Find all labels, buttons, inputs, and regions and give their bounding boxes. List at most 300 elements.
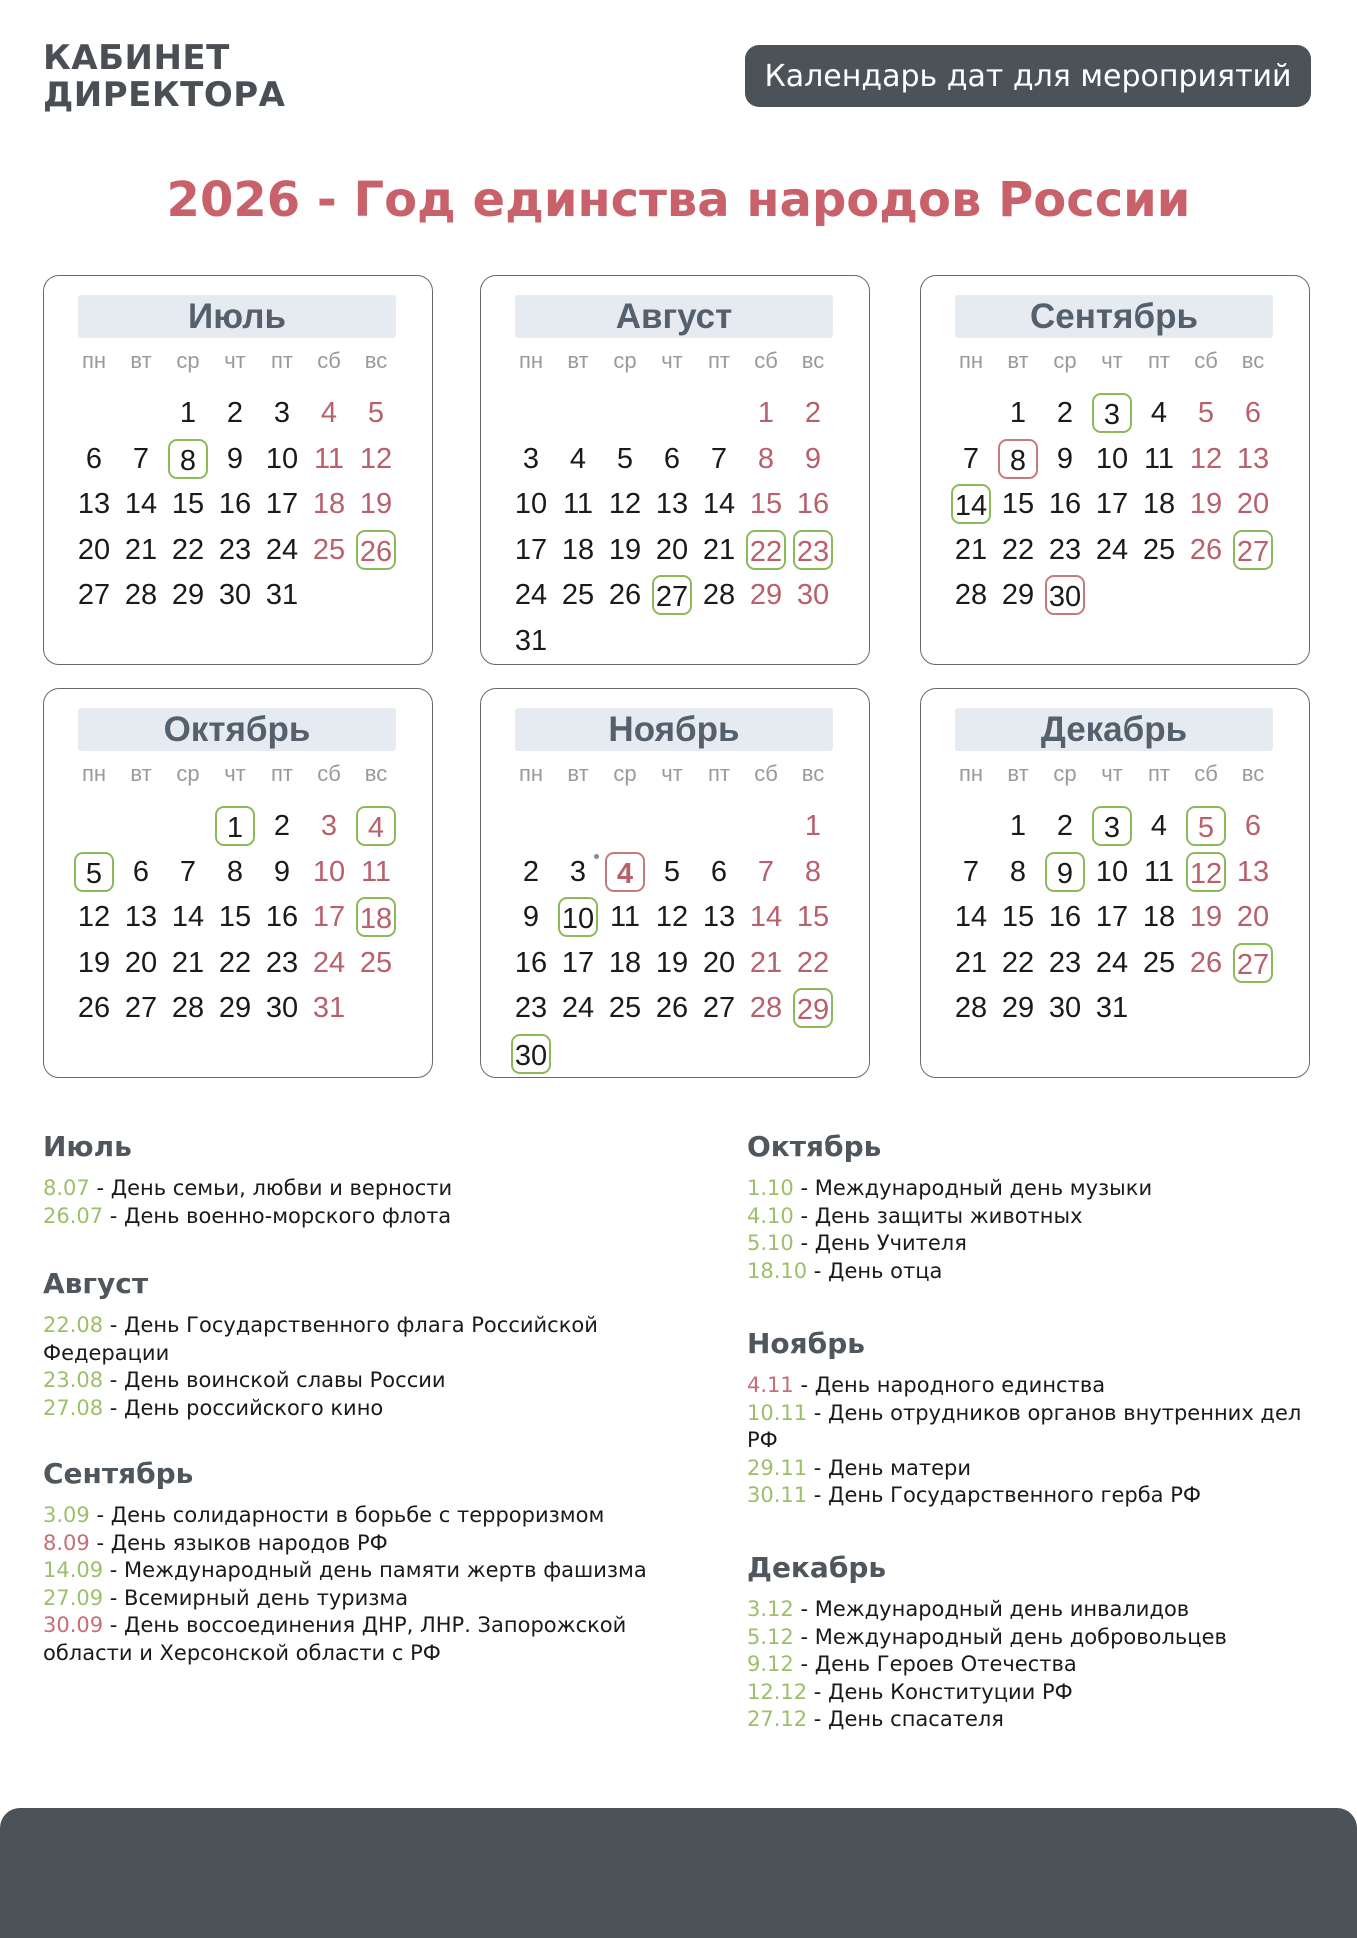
calendar-day: 2: [804, 397, 822, 429]
event-text: - День военно-морского флота: [103, 1203, 452, 1228]
calendar-day: 30: [1048, 992, 1082, 1024]
events-month-title: Сентябрь: [43, 1457, 194, 1490]
calendar-day: 4: [1150, 810, 1168, 842]
calendar-day: 14: [954, 901, 988, 933]
event-text: - День российского кино: [103, 1395, 384, 1420]
footer-bar: [0, 1808, 1357, 1938]
calendar-day: 5: [616, 442, 634, 475]
month-name: Июль: [78, 295, 396, 338]
calendar-day: 8: [998, 439, 1038, 479]
event-item: [43, 1367, 683, 1395]
weekday-label: сб: [317, 348, 341, 373]
event-text: - День Конституции РФ: [807, 1679, 1073, 1704]
calendar-day: 30: [511, 1034, 551, 1074]
event-text: - Международный день музыки: [793, 1176, 1153, 1200]
events-month-title: Июль: [43, 1130, 132, 1163]
calendar-day: 26: [655, 992, 689, 1024]
event-text: - День защиты животных: [793, 1203, 1083, 1228]
calendar-day: 4: [1150, 397, 1168, 429]
calendar-day: 2: [1056, 810, 1074, 842]
event-text: - День семьи, любви и верности: [89, 1176, 453, 1200]
calendar-day: 11: [1143, 855, 1175, 888]
calendar-day: 10: [1095, 855, 1129, 888]
event-date: 29.11: [747, 1455, 808, 1480]
weekday-label: вт: [1007, 348, 1029, 373]
calendar-day: 1: [804, 810, 822, 842]
event-item: [43, 1502, 683, 1530]
weekday-label: сб: [754, 761, 778, 786]
event-text: - День отрудников органов внутренних дел РФ: [747, 1400, 1302, 1452]
calendar-day: 19: [77, 946, 111, 979]
event-date: 5.10: [747, 1231, 794, 1255]
logo: [43, 40, 286, 114]
event-date: 5.12: [747, 1624, 794, 1649]
calendar-day: 24: [312, 946, 346, 979]
event-text: - День Героев Отечества: [793, 1652, 1077, 1676]
weekday-label: пт: [1148, 761, 1170, 786]
events-month-title: Декабрь: [747, 1551, 887, 1584]
weekday-label: вс: [1241, 348, 1265, 373]
calendar-day: 13: [655, 488, 689, 520]
calendar-day: 7: [962, 855, 980, 888]
calendar-day: 15: [171, 488, 205, 520]
event-date: 30.11: [747, 1483, 808, 1507]
event-date: 10.11: [747, 1400, 808, 1425]
event-item: [747, 1596, 1307, 1624]
calendar-day: 27: [652, 575, 692, 615]
calendar-day: 3: [522, 442, 540, 475]
calendar-day: 8: [1009, 855, 1027, 888]
calendar-day: 13: [77, 488, 111, 520]
calendar-day: 9: [804, 442, 822, 475]
calendar-day: 21: [749, 946, 783, 979]
calendar-day: 11: [562, 488, 594, 520]
calendar-day: 16: [514, 946, 548, 979]
calendar-day: 14: [749, 901, 783, 933]
calendar-day: 21: [124, 533, 158, 566]
calendar-day: 5: [1186, 806, 1226, 846]
calendar-day: 10: [558, 897, 598, 937]
calendar-day: 14: [171, 901, 205, 933]
calendar-day: 4: [320, 397, 338, 429]
calendar-day: 10: [1095, 442, 1129, 475]
calendar-day: 18: [356, 897, 396, 937]
calendar-day: 27: [702, 992, 736, 1024]
weekday-label: пт: [708, 761, 730, 786]
calendar-day: 29: [1001, 579, 1035, 611]
calendar-day: 24: [265, 533, 299, 566]
calendar-day: 23: [514, 992, 548, 1024]
month-name: Декабрь: [955, 708, 1273, 751]
weekday-label: сб: [754, 348, 778, 373]
calendar-day: 6: [132, 855, 150, 888]
calendar-day: 19: [655, 946, 689, 979]
event-date: 30.09: [43, 1613, 104, 1637]
weekday-label: пн: [958, 761, 984, 786]
calendar-day: 16: [265, 901, 299, 933]
calendar-day: 15: [218, 901, 252, 933]
calendar-day: 31: [265, 579, 299, 611]
calendar-day: 23: [1048, 946, 1082, 979]
weekday-label: ср: [613, 348, 637, 373]
event-date: 8.09: [43, 1530, 90, 1555]
event-text: - День солидарности в борьбе с терроризмом: [89, 1503, 605, 1527]
calendar-day: 22: [796, 946, 830, 979]
calendar-day: 31: [514, 624, 548, 657]
weekday-label: пн: [81, 761, 107, 786]
weekday-label: ср: [176, 761, 200, 786]
event-item: [747, 1400, 1307, 1455]
calendar-day: 6: [710, 855, 728, 888]
event-date: 4.11: [747, 1373, 794, 1397]
event-item: [747, 1455, 1307, 1483]
calendar-day: 13: [124, 901, 158, 933]
month-calendar: [43, 275, 433, 665]
calendar-day: 19: [1189, 901, 1223, 933]
calendar-day: 12: [655, 901, 689, 933]
calendar-day: 24: [514, 579, 548, 611]
weekday-label: ср: [1053, 761, 1077, 786]
calendar-day: 19: [608, 533, 642, 566]
calendar-day: 1: [1009, 810, 1027, 842]
event-date: 12.12: [747, 1679, 808, 1704]
event-item: [747, 1372, 1307, 1400]
calendar-day: 16: [218, 488, 252, 520]
calendar-day: 11: [609, 901, 641, 933]
weekday-label: чт: [1101, 761, 1123, 786]
event-item: [43, 1395, 683, 1423]
weekday-label: чт: [661, 761, 683, 786]
event-date: 27.08: [43, 1395, 104, 1420]
weekday-label: ср: [613, 761, 637, 786]
calendar-day: 8: [168, 439, 208, 479]
calendar-day: 2: [273, 810, 291, 842]
event-item: [43, 1612, 683, 1667]
event-item: [43, 1312, 683, 1367]
event-item: [43, 1585, 683, 1613]
event-text: - День матери: [807, 1455, 972, 1480]
month-calendar: [920, 275, 1310, 665]
month-calendar: [43, 688, 433, 1078]
weekday-label: вт: [130, 761, 152, 786]
calendar-day: 26: [77, 992, 111, 1024]
event-text: - День Учителя: [793, 1231, 967, 1255]
calendar-day: 25: [561, 579, 595, 611]
calendar-day: 7: [132, 442, 150, 475]
event-item: [747, 1706, 1307, 1734]
calendar-day: 10: [312, 855, 346, 888]
weekday-label: пн: [518, 348, 544, 373]
calendar-day: 2: [226, 397, 244, 429]
event-text: - День спасателя: [807, 1707, 1004, 1731]
calendar-day: 20: [77, 533, 111, 566]
events-month-section: [43, 1457, 683, 1667]
calendar-day: 17: [265, 488, 299, 520]
calendar-day: 25: [359, 946, 393, 979]
calendar-day: 15: [749, 488, 783, 520]
event-date: 4.10: [747, 1203, 794, 1228]
calendar-day: 20: [124, 946, 158, 979]
calendar-day: 1: [757, 397, 775, 429]
event-item: [43, 1557, 683, 1585]
event-item: [747, 1482, 1307, 1510]
calendar-day: 20: [702, 946, 736, 979]
event-date: 3.09: [43, 1503, 90, 1527]
calendar-day: 19: [1189, 488, 1223, 520]
event-text: - День воссоединения ДНР, ЛНР. Запорожской области и Херсонской области с РФ: [43, 1613, 627, 1665]
calendar-day: 26: [356, 530, 396, 570]
event-date: 23.08: [43, 1368, 104, 1392]
calendar-day: 15: [796, 901, 830, 933]
calendar-day: 3: [1092, 393, 1132, 433]
calendar-day: 22: [1001, 533, 1035, 566]
calendar-day: 4: [356, 806, 396, 846]
calendar-day: 30: [1045, 575, 1085, 615]
weekday-label: пн: [958, 348, 984, 373]
calendar-day: 12: [359, 442, 393, 475]
calendar-day: 28: [171, 992, 205, 1024]
marker-dot: [594, 854, 599, 859]
calendar-day: 30: [218, 579, 252, 611]
calendar-day: 5: [367, 397, 385, 429]
calendar-day: 11: [1143, 442, 1175, 475]
event-text: - Международный день памяти жертв фашизма: [103, 1558, 647, 1582]
event-date: 18.10: [747, 1258, 808, 1283]
event-item: [43, 1203, 683, 1231]
calendar-day: 21: [954, 946, 988, 979]
calendar-day: 14: [702, 488, 736, 520]
weekday-label: пт: [271, 761, 293, 786]
calendar-day: 10: [265, 442, 299, 475]
calendar-day: 15: [1001, 488, 1035, 520]
calendar-day: 22: [1001, 946, 1035, 979]
calendar-day: 20: [1236, 488, 1270, 520]
calendar-day: 24: [561, 992, 595, 1024]
calendar-day: 5: [74, 852, 114, 892]
calendar-day: 8: [804, 855, 822, 888]
event-text: - День Государственного флага Российской Федерации: [43, 1313, 598, 1365]
calendar-day: 15: [1001, 901, 1035, 933]
calendar-day: 27: [77, 579, 111, 611]
calendar-day: 16: [796, 488, 830, 520]
calendar-day: 1: [215, 806, 255, 846]
calendar-day: 25: [1142, 946, 1176, 979]
weekday-label: вт: [567, 348, 589, 373]
logo-line-1: КАБИНЕТ: [43, 38, 230, 78]
event-text: - День народного единства: [793, 1373, 1106, 1397]
calendar-day: 23: [793, 530, 833, 570]
calendar-day: 3: [320, 810, 338, 842]
weekday-label: пт: [271, 348, 293, 373]
weekday-label: чт: [661, 348, 683, 373]
calendar-day: 22: [171, 533, 205, 566]
events-month-section: [747, 1130, 1307, 1285]
calendar-day: 29: [218, 992, 252, 1024]
calendar-day: 19: [359, 488, 393, 520]
header-badge: Календарь дат для мероприятий: [745, 45, 1311, 107]
calendar-day: 17: [561, 946, 595, 979]
event-date: 3.12: [747, 1597, 794, 1621]
calendar-day: 28: [702, 579, 736, 611]
calendar-day: 7: [962, 442, 980, 475]
weekday-label: пн: [81, 348, 107, 373]
logo-line-2: ДИРЕКТОРА: [43, 75, 286, 115]
events-month-title: Август: [43, 1267, 149, 1300]
weekday-label: вт: [1007, 761, 1029, 786]
calendar-day: 21: [171, 946, 205, 979]
calendar-day: 2: [1056, 397, 1074, 429]
calendar-day: 17: [1095, 901, 1129, 933]
event-item: [747, 1230, 1307, 1258]
calendar-day: 23: [265, 946, 299, 979]
calendar-day: 21: [954, 533, 988, 566]
calendar-day: 18: [1142, 488, 1176, 520]
calendar-day: 1: [179, 397, 197, 429]
calendar-day: 5: [1197, 397, 1215, 429]
weekday-label: пт: [1148, 348, 1170, 373]
calendar-day: 18: [312, 488, 346, 520]
weekday-label: вс: [1241, 761, 1265, 786]
calendar-day: 27: [1233, 943, 1273, 983]
event-text: - День языков народов РФ: [89, 1530, 388, 1555]
event-text: - Международный день добровольцев: [793, 1624, 1227, 1649]
calendar-day: 27: [1233, 530, 1273, 570]
calendar-day: 28: [954, 992, 988, 1024]
weekday-label: вс: [801, 761, 825, 786]
events-month-section: [747, 1327, 1307, 1510]
calendar-day: 21: [702, 533, 736, 566]
calendar-day: 9: [273, 855, 291, 888]
month-calendar: [480, 688, 870, 1078]
calendar-day: 18: [1142, 901, 1176, 933]
calendar-day: 28: [954, 579, 988, 611]
event-item: [747, 1624, 1307, 1652]
calendar-day: 9: [226, 442, 244, 475]
event-date: 22.08: [43, 1313, 104, 1337]
calendar-day: 3: [1092, 806, 1132, 846]
calendar-day: 29: [793, 988, 833, 1028]
calendar-day: 29: [171, 579, 205, 611]
weekday-label: сб: [317, 761, 341, 786]
event-date: 27.12: [747, 1707, 808, 1731]
calendar-day: 25: [312, 533, 346, 566]
calendar-day: 9: [522, 901, 540, 933]
event-item: [747, 1175, 1307, 1203]
calendar-day: 4: [569, 442, 587, 475]
calendar-day: 28: [749, 992, 783, 1024]
calendar-day: 25: [1142, 533, 1176, 566]
weekday-label: вт: [130, 348, 152, 373]
month-name: Сентябрь: [955, 295, 1273, 338]
month-name: Октябрь: [78, 708, 396, 751]
calendar-day: 17: [312, 901, 346, 933]
events-month-section: [747, 1551, 1307, 1734]
calendar-day: 13: [1236, 855, 1270, 888]
month-name: Август: [515, 295, 833, 338]
weekday-label: вс: [364, 348, 388, 373]
calendar-day: 13: [1236, 442, 1270, 475]
calendar-day: 1: [1009, 397, 1027, 429]
calendar-day: 12: [608, 488, 642, 520]
calendar-day: 12: [1186, 852, 1226, 892]
calendar-day: 2: [522, 855, 540, 888]
calendar-day: 17: [514, 533, 548, 566]
calendar-day: 4: [605, 852, 645, 892]
month-name: Ноябрь: [515, 708, 833, 751]
calendar-day: 6: [1244, 810, 1262, 842]
calendar-day: 20: [655, 533, 689, 566]
weekday-label: вс: [801, 348, 825, 373]
calendar-day: 5: [663, 855, 681, 888]
events-month-section: [43, 1130, 683, 1230]
calendar-day: 8: [226, 855, 244, 888]
event-date: 1.10: [747, 1176, 794, 1200]
calendar-day: 7: [179, 855, 197, 888]
calendar-day: 11: [360, 855, 392, 888]
event-text: - Всемирный день туризма: [103, 1585, 409, 1610]
event-item: [747, 1258, 1307, 1286]
event-text: - Международный день инвалидов: [793, 1597, 1190, 1621]
event-text: - День отца: [807, 1258, 943, 1283]
event-date: 14.09: [43, 1558, 104, 1582]
event-date: 9.12: [747, 1652, 794, 1676]
calendar-day: 25: [608, 992, 642, 1024]
calendar-day: 14: [124, 488, 158, 520]
calendar-day: 29: [749, 579, 783, 611]
calendar-day: 16: [1048, 488, 1082, 520]
event-text: - День Государственного герба РФ: [807, 1483, 1201, 1507]
calendar-day: 6: [1244, 397, 1262, 429]
calendar-day: 18: [561, 533, 595, 566]
calendar-day: 20: [1236, 901, 1270, 933]
calendar-day: 31: [312, 992, 346, 1024]
event-item: [747, 1203, 1307, 1231]
calendar-day: 7: [757, 855, 775, 888]
weekday-label: чт: [1101, 348, 1123, 373]
event-date: 26.07: [43, 1203, 104, 1228]
calendar-day: 27: [124, 992, 158, 1024]
weekday-label: вт: [567, 761, 589, 786]
calendar-day: 9: [1056, 442, 1074, 475]
calendar-day: 28: [124, 579, 158, 611]
calendar-day: 22: [218, 946, 252, 979]
weekday-label: вс: [364, 761, 388, 786]
calendar-day: 23: [1048, 533, 1082, 566]
event-date: 27.09: [43, 1585, 104, 1610]
calendar-day: 26: [608, 579, 642, 611]
calendar-day: 3: [569, 855, 587, 888]
calendar-day: 14: [951, 484, 991, 524]
weekday-label: чт: [224, 761, 246, 786]
calendar-day: 3: [273, 397, 291, 429]
calendar-day: 17: [1095, 488, 1129, 520]
calendar-day: 18: [608, 946, 642, 979]
calendar-day: 6: [85, 442, 103, 475]
event-item: [747, 1651, 1307, 1679]
event-text: - День воинской славы России: [103, 1368, 446, 1392]
calendar-day: 12: [1189, 442, 1223, 475]
events-month-section: [43, 1267, 683, 1422]
weekday-label: ср: [1053, 348, 1077, 373]
calendar-day: 13: [702, 901, 736, 933]
calendar-day: 26: [1189, 533, 1223, 566]
events-month-title: Октябрь: [747, 1130, 882, 1163]
calendar-day: 30: [265, 992, 299, 1024]
month-calendar: [480, 275, 870, 665]
calendar-day: 6: [663, 442, 681, 475]
calendar-day: 29: [1001, 992, 1035, 1024]
calendar-day: 26: [1189, 946, 1223, 979]
